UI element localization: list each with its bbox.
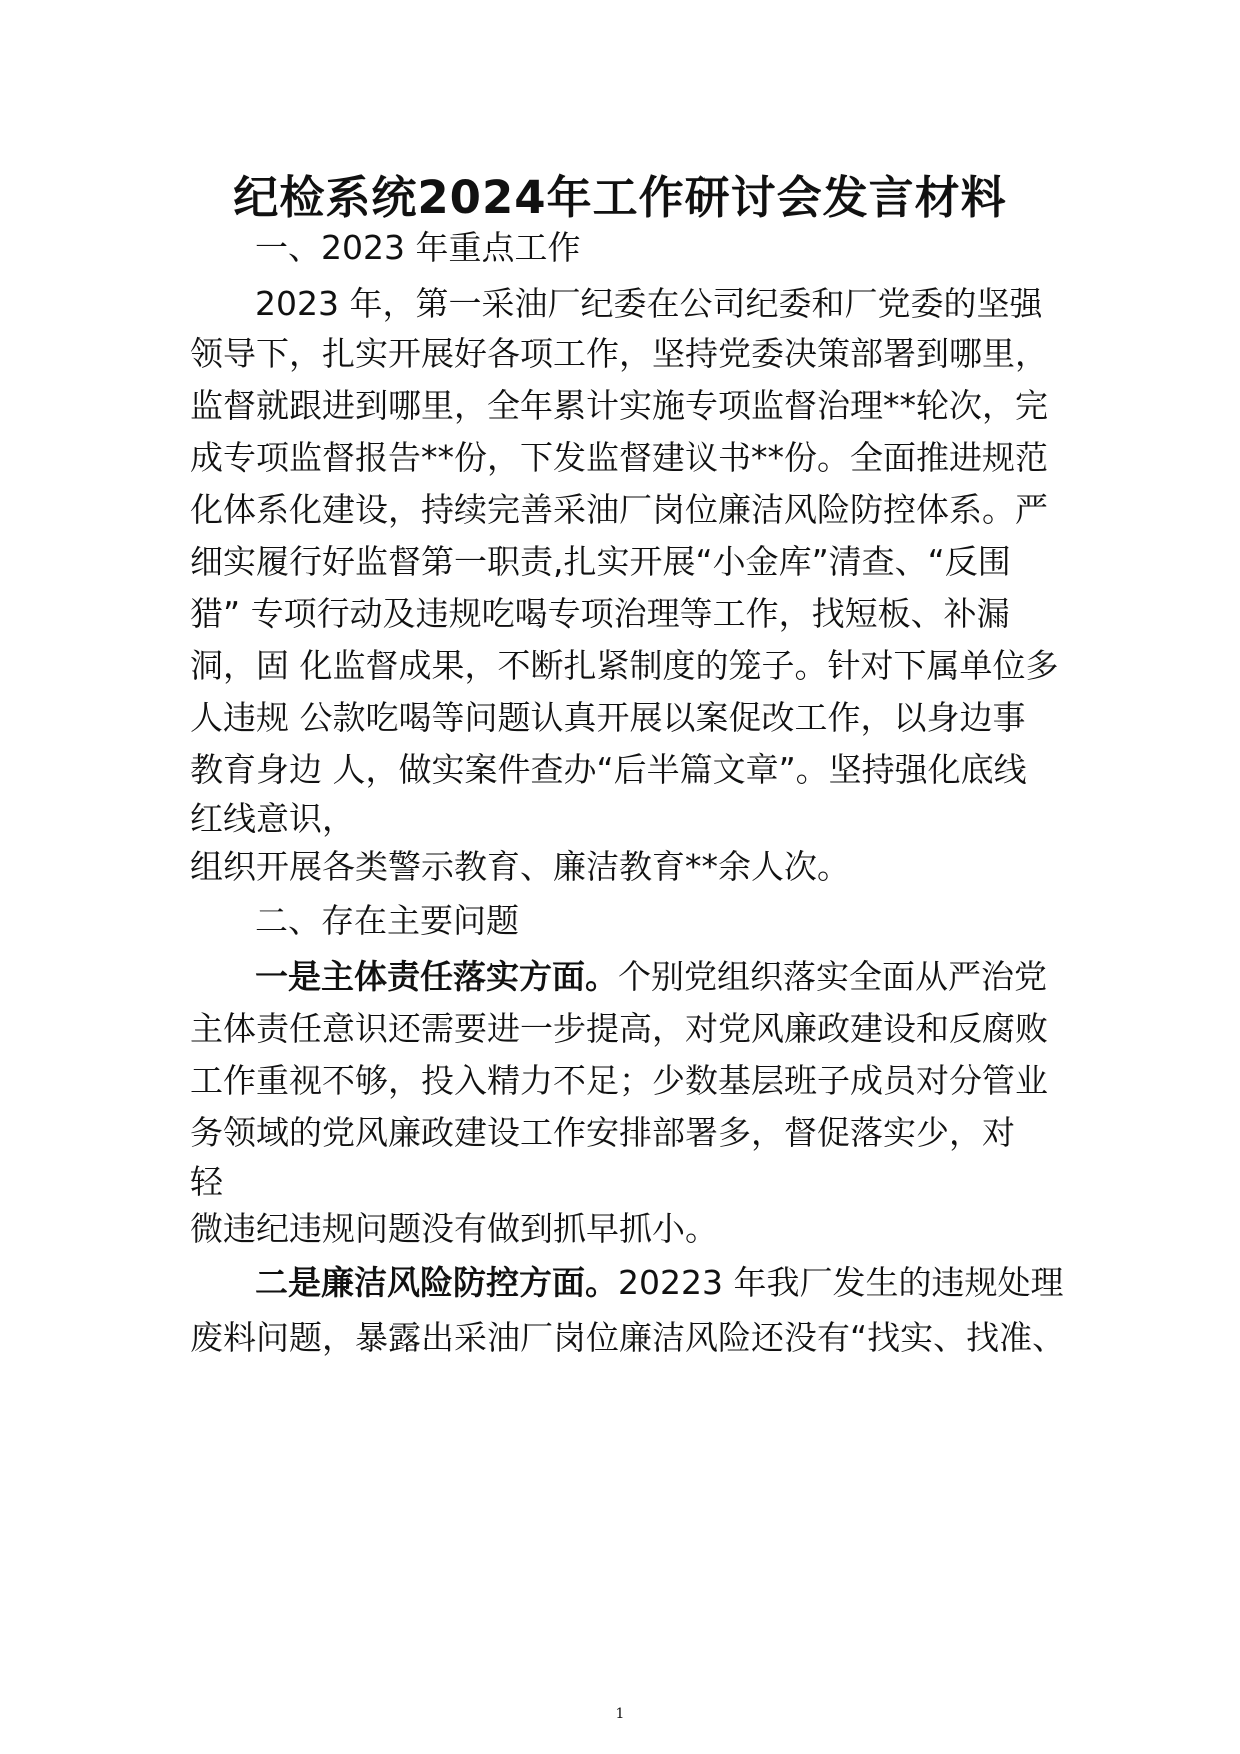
page-number: 1 bbox=[615, 1706, 625, 1722]
paragraph-line: 工作重视不够，投入精力不足；少数基层班子成员对分管业 bbox=[190, 1061, 1048, 1100]
paragraph-line: 主体责任意识还需要进一步提高，对党风廉政建设和反腐败 bbox=[190, 1009, 1048, 1048]
paragraph-line: 教育身边 人，做实案件查办“后半篇文章”。坚持强化底线 bbox=[190, 750, 1027, 789]
paragraph-line: 人违规 公款吃喝等问题认真开展以案促改工作，以身边事 bbox=[190, 698, 1026, 737]
document-title: 纪检系统2024年工作研讨会发言材料 bbox=[233, 171, 1007, 224]
paragraph-line: 化体系化建设，持续完善采油厂岗位廉洁风险防控体系。严 bbox=[190, 490, 1048, 529]
paragraph-line: 红线意识， bbox=[190, 799, 355, 838]
paragraph-line: 洞，固 化监督成果，不断扎紧制度的笼子。针对下属单位多 bbox=[190, 646, 1059, 685]
point-one-first-line bbox=[255, 955, 1047, 999]
point-one-text: 个别党组织落实全面从严治党 bbox=[618, 957, 1047, 996]
paragraph-line: 猎” 专项行动及违规吃喝专项治理等工作，找短板、补漏 bbox=[190, 594, 1010, 633]
paragraph-line: 监督就跟进到哪里，全年累计实施专项监督治理**轮次，完 bbox=[190, 386, 1048, 425]
point-one-heading: 一是主体责任落实方面。 bbox=[255, 957, 618, 996]
paragraph-line: 2023 年，第一采油厂纪委在公司纪委和厂党委的坚强 bbox=[255, 284, 1043, 323]
paragraph-line: 微违纪违规问题没有做到抓早抓小。 bbox=[190, 1209, 718, 1248]
paragraph-line: 务领域的党风廉政建设工作安排部署多，督促落实少，对 bbox=[190, 1113, 1015, 1152]
point-two-heading: 二是廉洁风险防控方面。 bbox=[255, 1263, 618, 1302]
paragraph-line: 轻 bbox=[190, 1162, 223, 1201]
paragraph-line: 成专项监督报告**份，下发监督建议书**份。全面推进规范 bbox=[190, 438, 1048, 477]
point-two-first-line bbox=[255, 1261, 1063, 1305]
section-heading-main-problems: 二、存在主要问题 bbox=[255, 901, 519, 940]
paragraph-line: 细实履行好监督第一职责,扎实开展“小金库”清查、“反围 bbox=[190, 542, 1011, 581]
paragraph-line: 废料问题，暴露出采油厂岗位廉洁风险还没有“找实、找准、 bbox=[190, 1318, 1066, 1357]
paragraph-line: 领导下，扎实开展好各项工作，坚持党委决策部署到哪里， bbox=[190, 334, 1048, 373]
paragraph-line: 组织开展各类警示教育、廉洁教育**余人次。 bbox=[190, 847, 850, 886]
section-heading-key-work: 一、2023 年重点工作 bbox=[255, 228, 581, 267]
point-two-text: 20223 年我厂发生的违规处理 bbox=[618, 1263, 1064, 1302]
